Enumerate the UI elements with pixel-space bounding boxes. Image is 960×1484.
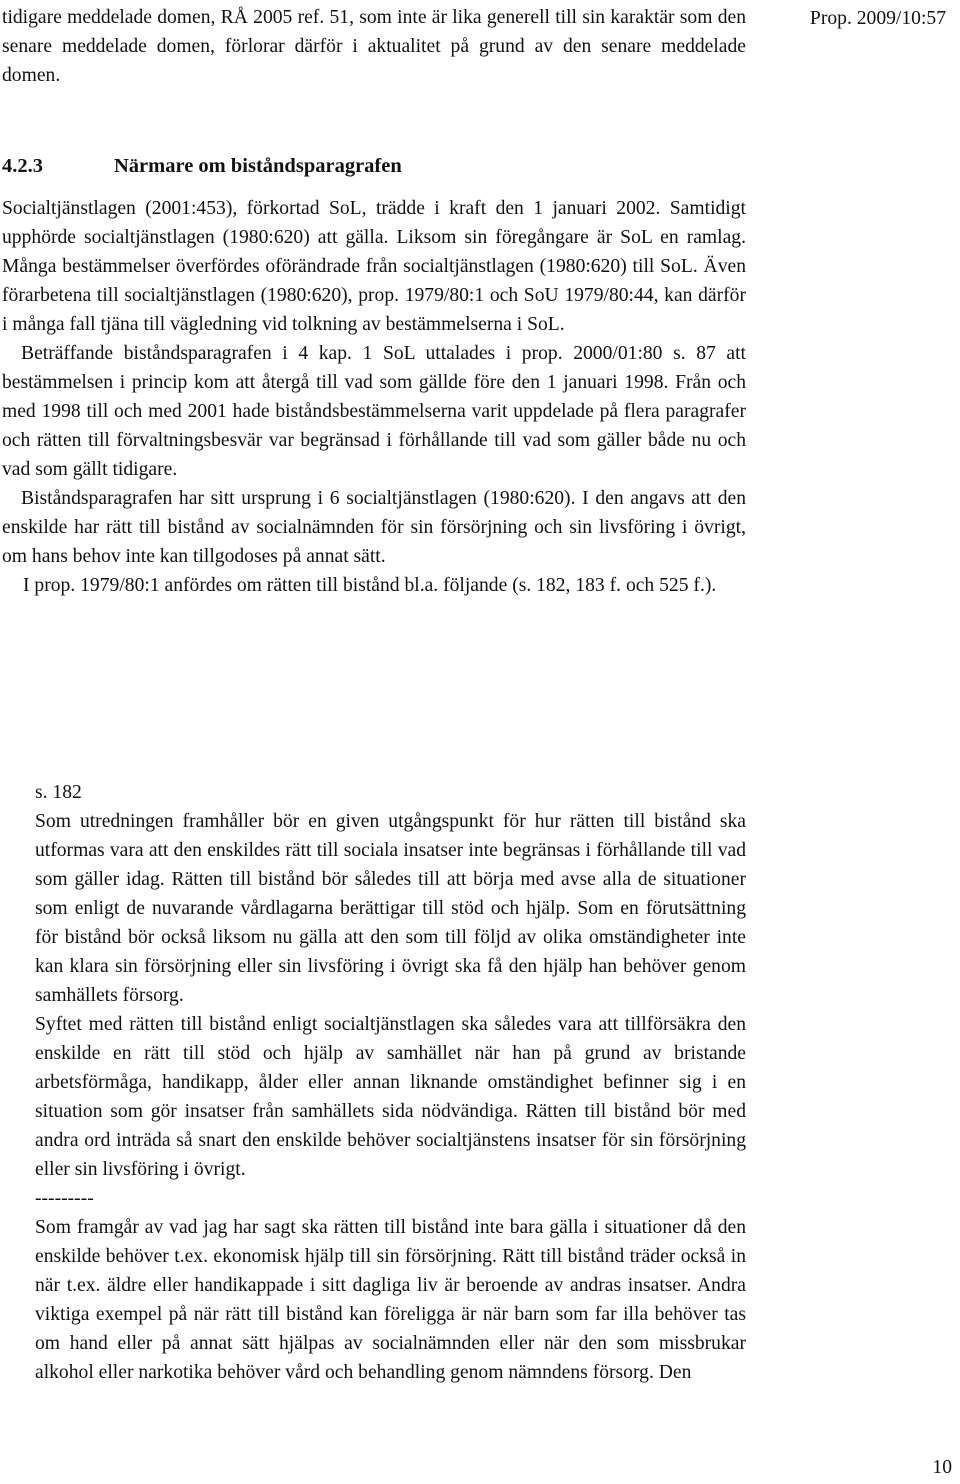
intro-paragraph: tidigare meddelade domen, RÅ 2005 ref. 51, som inte är lika generell till sin karaktär som den senare meddelade domen, förlorar därför i aktualitet på grund av den senare meddelade domen. — [2, 7, 746, 86]
section-title: Närmare om biståndsparagrafen — [114, 155, 402, 177]
document-reference: Prop. 2009/10:57 — [809, 8, 946, 29]
quote-continuation: Som framgår av vad jag har sagt ska rätten till bistånd inte bara gälla i situationer då den enskilde behöver t.ex. ekonomisk hjälp till sin försörjning. Rätt till bistånd träder också in när t.ex. äldre eller handikappade i sitt dagliga liv är beroende av andras insatser. Andra viktiga exempel på när rätt till bistånd kan föreligga är när barn som far illa behöver tas om hand eller på annat sätt hjälpas av socialnämnden eller när den som missbrukar alkohol eller narkotika behöver vård och behandling genom nämndens försorg. Den — [35, 1217, 746, 1383]
page-number: 10 — [932, 1457, 952, 1478]
body-text — [2, 194, 746, 600]
section-heading — [2, 152, 746, 181]
body-paragraph: Beträffande biståndsparagrafen i 4 kap. 1 SoL uttalades i prop. 2000/01:80 s. 87 att bestämmelsen i princip kom att återgå till vad som gällde före den 1 januari 1998. Från och med 1998 till och med 2001 hade biståndsbestämmelserna varit uppdelade på flera paragrafer och rätten till förvaltningsbesvär var begränsad i förhållande till vad som gäller både nu och vad som gällt tidigare. — [2, 343, 746, 480]
body-paragraph: I prop. 1979/80:1 anfördes om rätten till bistånd bl.a. följande (s. 182, 183 f. och 525 f.). — [23, 575, 717, 596]
intro-section — [2, 3, 746, 90]
quote-page-ref: s. 182 — [35, 782, 82, 803]
quoted-excerpt — [35, 778, 746, 1387]
quote-separator: --------- — [35, 1188, 94, 1209]
quote-paragraph: Syftet med rätten till bistånd enligt socialtjänstlagen ska således vara att tillförsäkra den enskilde en rätt till stöd och hjälp av samhället när han på grund av bristande arbetsförmåga, handikapp, ålder eller annan liknande omständighet befinner sig i en situation som gör insatser från samhällets sida nödvändiga. Rätten till bistånd bör med andra ord inträda så snart den enskilde behöver socialtjänstens insatser för sin försörjning eller sin livsföring i övrigt. — [35, 1014, 746, 1180]
section-number: 4.2.3 — [2, 155, 43, 177]
body-paragraph: Socialtjänstlagen (2001:453), förkortad SoL, trädde i kraft den 1 januari 2002. Samtidigt upphörde socialtjänstlagen (1980:620) att gälla. Liksom sin föregångare är SoL en ramlag. Många bestämmelser överfördes oförändrade från socialtjänstlagen (1980:620) till SoL. Även förarbetena till socialtjänstlagen (1980:620), prop. 1979/80:1 och SoU 1979/80:44, kan därför i många fall tjäna till vägledning vid tolkning av bestämmelserna i SoL. — [2, 198, 746, 335]
body-paragraph: Biståndsparagrafen har sitt ursprung i 6 socialtjänstlagen (1980:620). I den angavs att den enskilde har rätt till bistånd av socialnämnden för sin försörjning och sin livsföring i övrigt, om hans behov inte kan tillgodoses på annat sätt. — [2, 488, 746, 567]
quote-paragraph: Som utredningen framhåller bör en given utgångspunkt för hur rätten till bistånd ska utformas vara att den enskildes rätt till sociala insatser inte begränsas i förhållande till vad som gäller idag. Rätten till bistånd bör således till att börja med avse alla de situationer som enligt de nuvarande vårdlagarna berättigar till stöd och hjälp. Som en förutsättning för bistånd bör också liksom nu gälla att den som till följd av olika omständigheter inte kan klara sin försörjning eller sin livsföring i övrigt ska få den hjälp han behöver genom samhällets försorg. — [35, 811, 746, 1006]
